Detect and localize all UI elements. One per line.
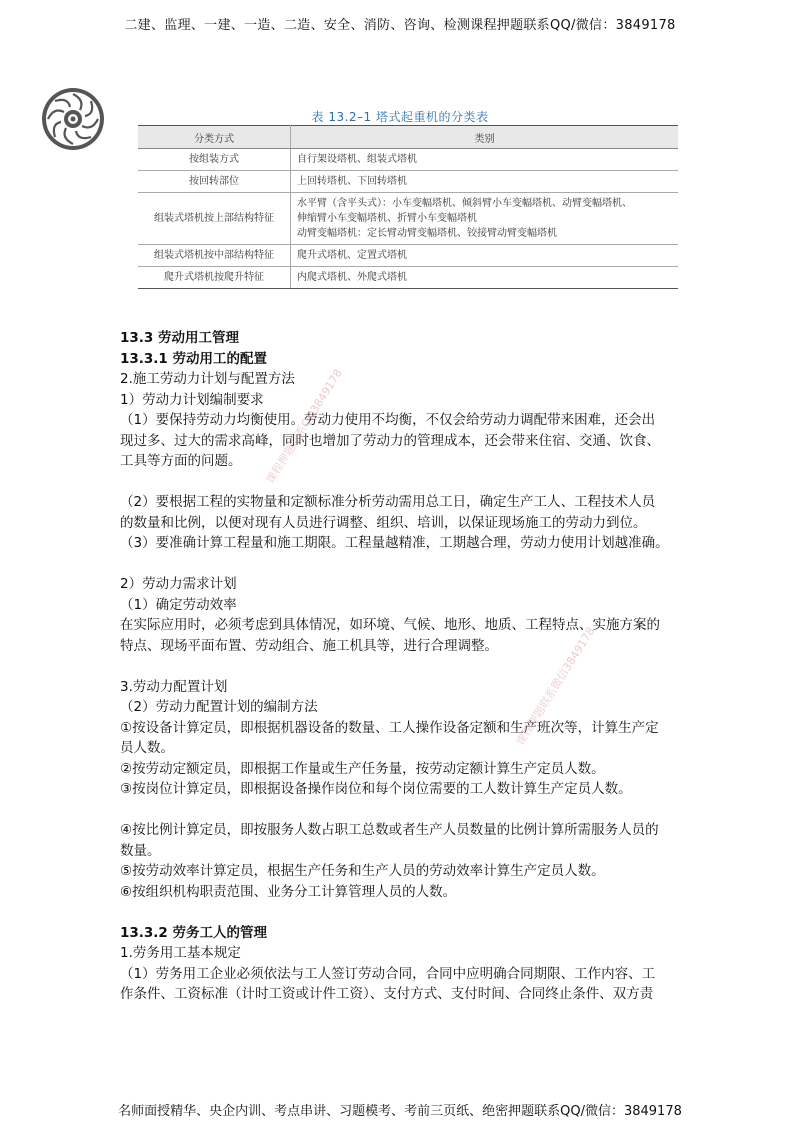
body-line: （1）劳务用工企业必须依法与工人签订劳动合同，合同中应明确合同期限、工作内容、工 xyxy=(120,965,656,982)
body-line: 的数量和比例，以便对现有人员进行调整、组织、培训，以保证现场施工的劳动力到位。 xyxy=(120,514,647,531)
body-line: （1）确定劳动效率 xyxy=(120,596,237,613)
body-line: （3）要准确计算工程量和施工期限。工程量越精准，工期越合理，劳动力使用计划越准确。 xyxy=(120,535,669,551)
table-cell-method: 爬升式塔机按爬升特征 xyxy=(138,267,291,289)
paragraph-spacer xyxy=(120,902,685,923)
body-line: 在实际应用时，必须考虑到具体情况，如环境、气候、地形、地质、工程特点、实施方案的 xyxy=(120,617,660,633)
body-line: 3.劳动力配置计划 xyxy=(120,678,228,695)
page-footer: 名师面授精华、央企内训、考点串讲、习题模考、考前三页纸、绝密押题联系QQ/微信：3849178 xyxy=(118,1104,682,1119)
category-text: 动臂变幅塔机：定长臂动臂变幅塔机、铰接臂动臂变幅塔机 xyxy=(297,228,557,239)
body-line: ①按设备计算定员，即根据机器设备的数量、工人操作设备定额和生产班次等，计算生产定 xyxy=(120,719,659,736)
table-cell-method: 按回转部位 xyxy=(138,171,291,193)
body-line: ⑥按组织机构职责范围、业务分工计算管理人员的人数。 xyxy=(120,883,457,900)
body-line: （2）劳动力配置计划的编制方法 xyxy=(120,699,318,715)
category-text: 自行架设塔机、组装式塔机 xyxy=(297,154,417,165)
paragraph-spacer xyxy=(120,800,685,821)
document-body xyxy=(120,328,685,1005)
category-text: 内爬式塔机、外爬式塔机 xyxy=(297,272,407,283)
column-header-category: 类别 xyxy=(291,126,679,149)
table-row xyxy=(138,245,678,267)
body-line: 2.施工劳动力计划与配置方法 xyxy=(120,371,295,387)
crane-classification-table xyxy=(138,125,678,289)
body-line: （2）要根据工程的实物量和定额标准分析劳动需用总工日，确定生产工人、工程技术人员 xyxy=(120,494,656,510)
body-line: 员人数。 xyxy=(120,740,174,756)
table-cell-category xyxy=(291,149,679,171)
category-text: 水平臂（含平头式）：小车变幅塔机、倾斜臂小车变幅塔机、动臂变幅塔机、 xyxy=(297,198,632,209)
body-line: ④按比例计算定员，即按服务人数占职工总数或者生产人员数量的比例计算所需服务人员的 xyxy=(120,822,659,838)
body-line: 1）劳动力计划编制要求 xyxy=(120,391,264,408)
section-heading: 13.3.2 劳务工人的管理 xyxy=(120,924,268,941)
table-cell-method: 组装式塔机按中部结构特征 xyxy=(138,245,291,267)
section-heading: 13.3.1 劳动用工的配置 xyxy=(120,350,268,367)
body-line: 特点、现场平面布置、劳动组合、施工机具等，进行合理调整。 xyxy=(120,637,498,654)
body-line: 现过多、过大的需求高峰，同时也增加了劳动力的管理成本，还会带来住宿、交通、饮食、 xyxy=(120,432,660,449)
body-line: 1.劳务用工基本规定 xyxy=(120,945,241,961)
section-heading: 13.3 劳动用工管理 xyxy=(120,330,240,346)
table-row xyxy=(138,149,678,171)
body-line: （1）要保持劳动力均衡使用。劳动力使用不均衡，不仅会给劳动力调配带来困难，还会出 xyxy=(120,412,656,428)
table-cell-category xyxy=(291,245,679,267)
table-row xyxy=(138,171,678,193)
paragraph-spacer xyxy=(120,472,685,493)
page-header: 二建、监理、一建、一造、二造、安全、消防、咨询、检测课程押题联系QQ/微信：3849178 xyxy=(124,18,676,33)
body-line: ②按劳动定额定员，即根据工作量或生产任务量，按劳动定额计算生产定员人数。 xyxy=(120,760,605,777)
table-row xyxy=(138,267,678,289)
column-header-method: 分类方式 xyxy=(138,126,291,149)
table-cell-category xyxy=(291,267,679,289)
body-line: 作条件、工资标准（计时工资或计件工资）、支付方式、支付时间、合同终止条件、双方责 xyxy=(120,986,654,1002)
table-cell-category xyxy=(291,171,679,193)
category-text: 伸缩臂小车变幅塔机、折臂小车变幅塔机 xyxy=(297,213,477,224)
body-line: 数量。 xyxy=(120,842,161,859)
table-row xyxy=(138,193,678,245)
table-cell-category xyxy=(291,193,679,245)
table-cell-method: 按组装方式 xyxy=(138,149,291,171)
body-line: 2）劳动力需求计划 xyxy=(120,576,237,592)
paragraph-spacer xyxy=(120,656,685,677)
body-line: 工具等方面的问题。 xyxy=(120,453,242,469)
category-text: 上回转塔机、下回转塔机 xyxy=(297,176,407,187)
paragraph-spacer xyxy=(120,554,685,575)
watermark-text: 课程押题联系微信3849178 xyxy=(513,624,598,748)
watermark-text: 课程押题联系QQ3849178 xyxy=(263,366,345,486)
table-cell-method: 组装式塔机按上部结构特征 xyxy=(138,193,291,245)
category-text: 爬升式塔机、定置式塔机 xyxy=(297,250,407,261)
table-title: 表 13.2–1 塔式起重机的分类表 xyxy=(311,110,489,124)
body-line: ③按岗位计算定员，即根据设备操作岗位和每个岗位需要的工人数计算生产定员人数。 xyxy=(120,781,632,797)
body-line: ⑤按劳动效率计算定员，根据生产任务和生产人员的劳动效率计算生产定员人数。 xyxy=(120,863,605,879)
table-header-row xyxy=(138,126,678,149)
